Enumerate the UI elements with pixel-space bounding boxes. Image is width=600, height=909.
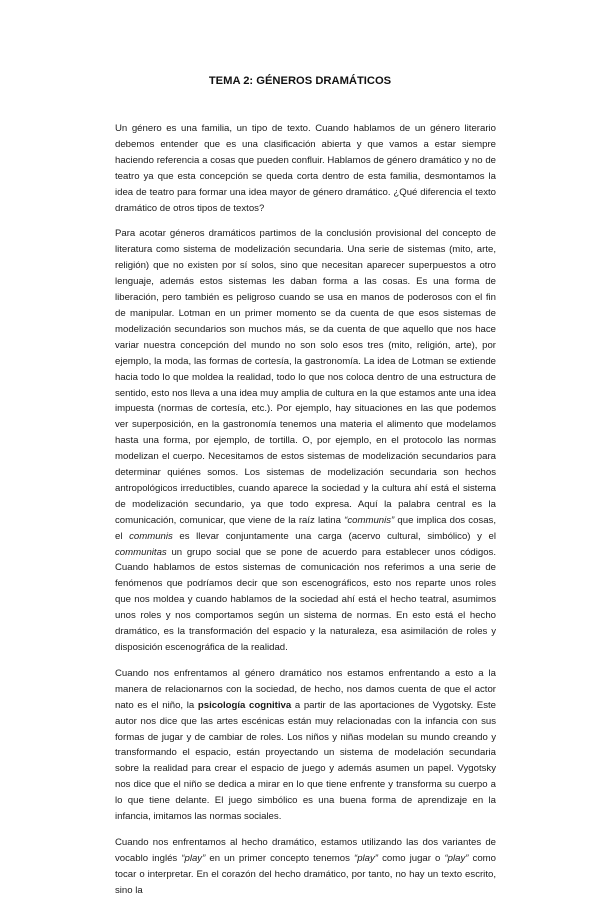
text-span: un grupo social que se pone de acuerdo para establecer unos códigos. Cuando hablamos de estos sistemas de comunicación nos referimos a una serie de fenómenos que podríamos decir que son escenográficos, esto nos reparte unos roles que nos moldea y cuando hablamos de la sociedad ahí está el hecho teatral, asumimos unos roles y nos comportamos según un sistema de normas. En esto está el hecho dramático, es la transformación del espacio y la naturaleza, esa asimilación de roles y disposición escenográfica de la realidad.: [115, 546, 496, 653]
bold-term: psicología cognitiva: [197, 699, 292, 711]
text-span: como tocar o interpretar. En el corazón del hecho dramático, por tanto, no hay un texto escrito, sino la: [115, 852, 496, 896]
italic-term: “play”: [354, 852, 379, 864]
text-span: a partir de las aportaciones de Vygotsky. Este autor nos dice que las artes escénicas están muy relacionadas con la infancia con sus formas de jugar y de cambiar de roles. Los niños y niñas modelan su mundo creando y transformando el espacio, están proyectando un sistema de modelación secundaria sobre la realidad para crear el espacio de juego y además asumen un papel. Vygotsky nos dice que el niño se dedica a mirar en lo que tiene enfrente y transforma su cuerpo a lo que tiene delante. El juego simbólico es una buena forma de aprendizaje en la infancia, imitamos las normas sociales.: [115, 699, 496, 823]
paragraph-play: [115, 835, 496, 899]
text-span: en un primer concepto tenemos: [205, 852, 355, 864]
paragraph-vygotsky: [115, 666, 496, 825]
text-span: Para acotar géneros dramáticos partimos de la conclusión provisional del concepto de literatura como sistema de modelización secundaria. Una serie de sistemas (mito, arte, religión) que no existen por sí solos, sino que necesitan aparecer superpuestos a otro lenguaje, además estos sistemas les daban forma a las cosas. Es una forma de liberación, pero también es peligroso cuando se usa en manos de poderosos con el fin de manipular. Lotman en un primer momento se da cuenta de que esos sistemas de modelización secundarios son muchos más, se da cuenta de que aquello que nos hace variar nuestra concepción del mundo no son solo esos tres (mito, religión, arte), por ejemplo, la moda, las formas de cortesía, la gastronomía. La idea de Lotman se extiende hacia todo lo que moldea la realidad, todo lo que nos coloca dentro de una estructura de sentido, esto nos lleva a una idea muy amplia de cultura en la que estamos ante una idea impuesta (normas de cortesía, etc.). Por ejemplo, hay situaciones en las que podemos ver superposición, en la gastronomía tenemos una materia el alimento que modelamos hasta una forma, por ejemplo, de tortilla. O, por ejemplo, en el protocolo las normas modelizan el cuerpo. Necesitamos de estos sistemas de modelización secundarios para determinar quiénes somos. Los sistemas de modelización secundaria son hechos antropológicos irreductibles, cuando aparece la sociedad y la cultura ahí está el sistema de modelización secundario, ya que todo expresa. Aquí la palabra central es la comunicación, comunicar, que viene de la raíz latina: [115, 228, 496, 526]
paragraph-intro: Un género es una familia, un tipo de texto. Cuando hablamos de un género literario debemos entender que es una clasificación abierta y que vamos a estar siempre haciendo referencia a cosas que pueden confluir. Hablamos de género dramático y no de teatro ya que esta concepción se queda corta dentro de esta familia, desmontamos la idea de teatro para formar una idea mayor de género dramático. ¿Qué diferencia el texto dramático de otros tipos de textos?: [115, 123, 496, 214]
italic-term: “play”: [444, 852, 469, 864]
italic-term: “play”: [181, 852, 206, 864]
italic-term: communis: [129, 530, 173, 542]
italic-term: “communis”: [344, 514, 395, 526]
paragraph-lotman: [115, 226, 496, 655]
text-span: Cuando nos enfrentamos al hecho dramático, estamos utilizando las dos variantes de vocablo inglés: [115, 836, 496, 864]
document-body: [115, 121, 496, 909]
page-title: TEMA 2: GÉNEROS DRAMÁTICOS: [208, 75, 392, 87]
text-span: que implica dos cosas, el: [115, 514, 497, 542]
text-span: es llevar conjuntamente una carga (acervo cultural, simbólico) y el: [172, 530, 496, 542]
italic-term: communitas: [115, 546, 167, 558]
text-span: como jugar o: [378, 852, 445, 864]
text-span: Cuando nos enfrentamos al género dramático nos estamos enfrentando a esto a la manera de relacionarnos con la sociedad, de hecho, nos damos cuenta de que el actor nato es el niño, la: [115, 667, 496, 711]
